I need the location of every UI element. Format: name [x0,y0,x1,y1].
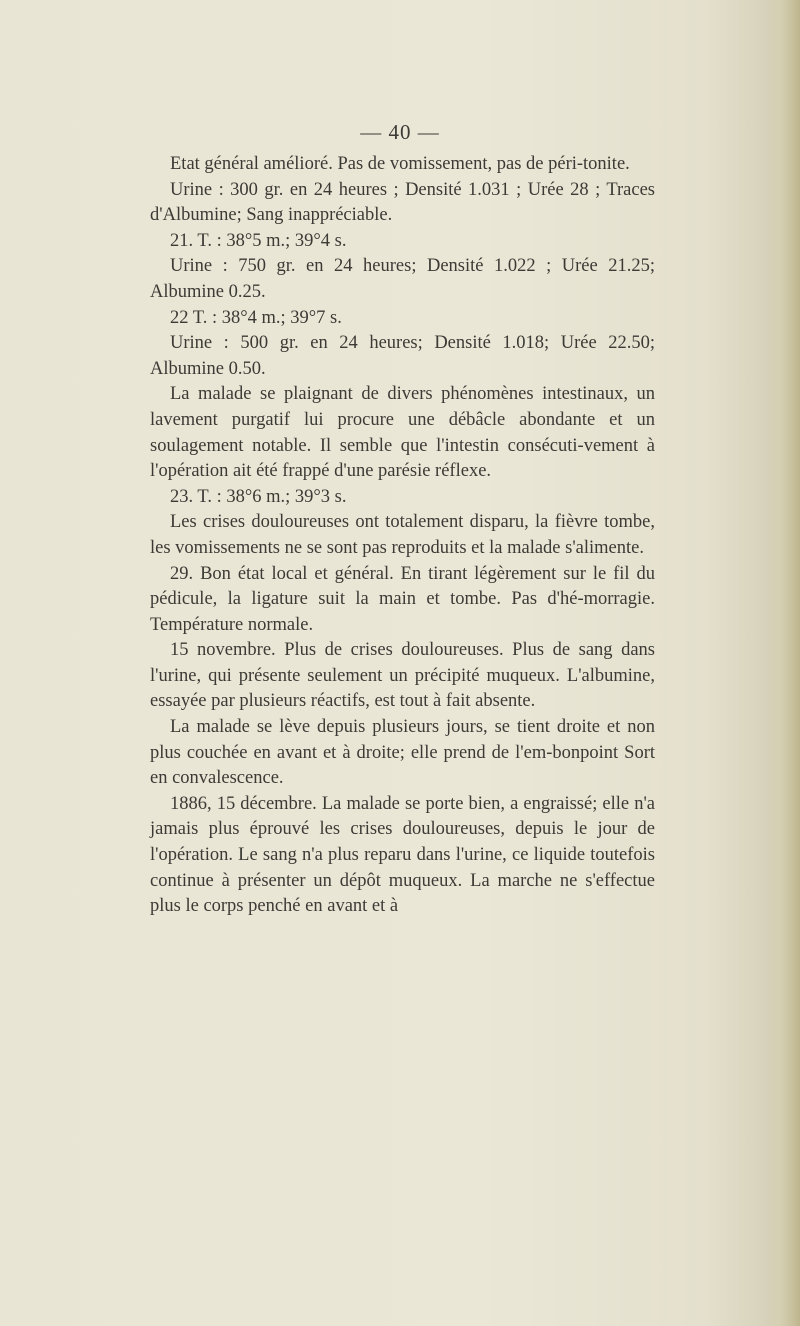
body-text [150,152,655,920]
paragraph-12: La malade se lève depuis plusieurs jours, se tient droite et non plus couchée en avant et à droite; elle prend de l'em-bonpoint Sort en convalescence. [150,717,655,789]
page-number: — 40 — [360,120,440,144]
paragraph-6: Urine : 500 gr. en 24 heures; Densité 1.018; Urée 22.50; Albumine 0.50. [150,333,655,379]
paragraph-5: 22 T. : 38°4 m.; 39°7 s. [170,307,342,328]
paragraph-9: Les crises douloureuses ont totalement disparu, la fièvre tombe, les vomissements ne se sont pas reproduits et la malade s'alimente. [150,512,655,558]
paragraph-3: 21. T. : 38°5 m.; 39°4 s. [170,230,347,251]
paragraph-4: Urine : 750 gr. en 24 heures; Densité 1.022 ; Urée 21.25; Albumine 0.25. [150,256,655,302]
paragraph-7: La malade se plaignant de divers phénomènes intestinaux, un lavement purgatif lui procure une débâcle abondante et un soulagement notable. Il semble que l'intestin consécuti-vement à l'opération ait été frappé d'une parésie réflexe. [150,384,655,482]
paragraph-13: 1886, 15 décembre. La malade se porte bien, a engraissé; elle n'a jamais plus éprouvé les crises douloureuses, depuis le jour de l'opération. Le sang n'a plus reparu dans l'urine, ce liquide toutefois continue à présenter un dépôt muqueux. La marche ne s'effectue plus le corps penché en avant et à [150,793,655,917]
page-edge-shadow [766,0,800,1326]
paragraph-1: Etat général amélioré. Pas de vomissement, pas de péri-tonite. [170,154,630,174]
paragraph-10: 29. Bon état local et général. En tirant légèrement sur le fil du pédicule, la ligature suit la main et tombe. Pas d'hé-morragie. Température normale. [150,563,655,635]
paragraph-11: 15 novembre. Plus de crises douloureuses. Plus de sang dans l'urine, qui présente seulement un précipité muqueux. L'albumine, essayée par plusieurs réactifs, est tout à fait absente. [150,640,655,712]
paragraph-2: Urine : 300 gr. en 24 heures ; Densité 1.031 ; Urée 28 ; Traces d'Albumine; Sang inappréciable. [150,179,655,226]
paragraph-8: 23. T. : 38°6 m.; 39°3 s. [170,486,347,507]
